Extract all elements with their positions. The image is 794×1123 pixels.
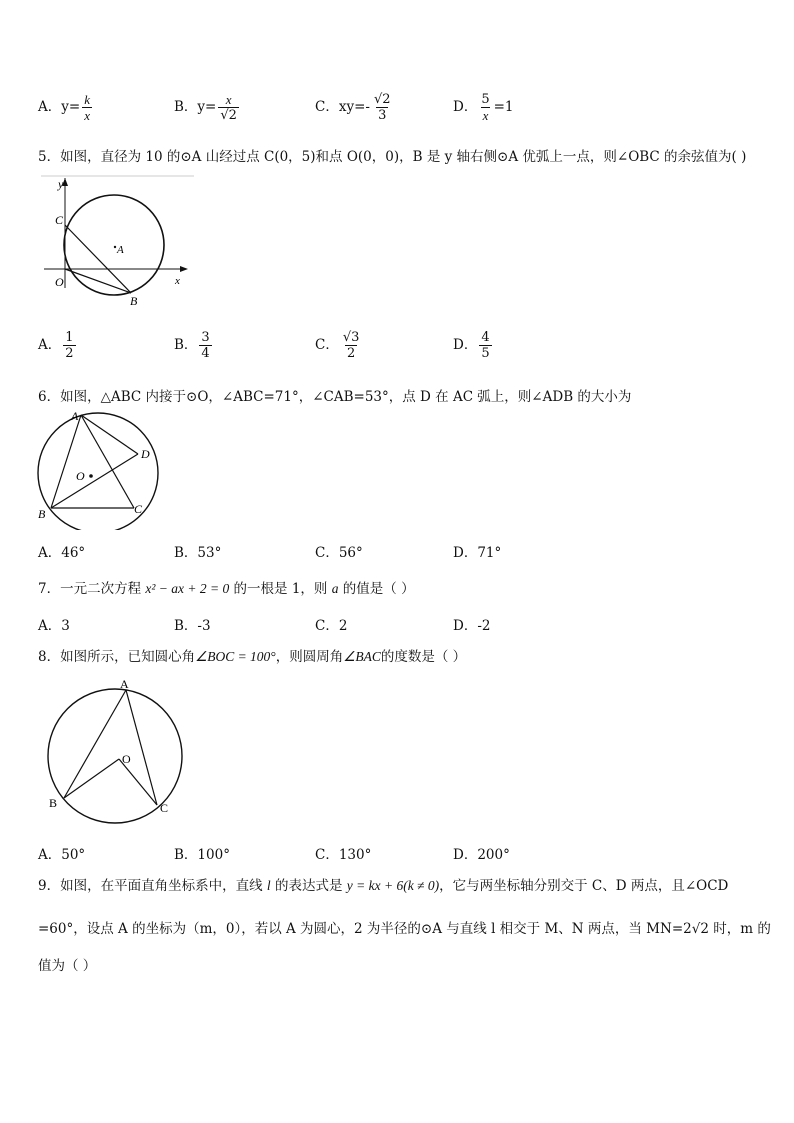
q5-option-d xyxy=(453,330,494,361)
equation: x² − ax + 2 = 0 xyxy=(145,581,230,596)
center-a-dot xyxy=(114,246,116,248)
q6-option-b: B．53° xyxy=(174,545,222,561)
x-axis-arrow xyxy=(180,266,188,272)
stem-text: 8．如图所示，已知圆心角 xyxy=(38,649,196,665)
stem-text: 7．一元二次方程 xyxy=(38,581,146,597)
q9-line-1 xyxy=(38,874,728,898)
q4-option-d xyxy=(453,92,514,123)
equation: y = kx + 6(k ≠ 0) xyxy=(346,878,440,893)
q6-option-c: C．56° xyxy=(315,545,363,561)
equation-tail: =1 xyxy=(493,99,514,115)
segment-cb xyxy=(65,225,131,293)
fraction-denominator: x xyxy=(84,108,90,123)
fraction-denominator: x xyxy=(482,108,489,123)
label-x: x xyxy=(175,275,180,287)
q5-stem: 5．如图，直径为 10 的⊙A 山经过点 C(0，5)和点 O(0，0)，B 是 y 轴右侧⊙A 优弧上一点，则∠OBC 的余弦值为( ) xyxy=(38,149,747,165)
q8-figure xyxy=(40,676,190,826)
stem-text: ，则圆周角 xyxy=(275,649,344,665)
segment-ab xyxy=(64,690,126,798)
option-label: C． xyxy=(315,337,339,353)
circle-a xyxy=(64,195,164,295)
segment-bo xyxy=(64,759,119,798)
segment-ob xyxy=(65,269,131,293)
q7-option-b: B．-3 xyxy=(174,618,211,634)
q9-line-3: 值为（ ） xyxy=(38,958,97,974)
option-label: A．y= xyxy=(38,99,81,115)
q8-option-d: D．200° xyxy=(453,847,510,863)
stem-text: 的一根是 1，则 xyxy=(229,581,332,597)
option-label: C．xy=- xyxy=(315,99,370,115)
fraction-denominator: 2 xyxy=(65,346,74,361)
fraction-denominator: 3 xyxy=(378,108,387,123)
label-y: y xyxy=(58,177,64,191)
q7-option-a: A．3 xyxy=(38,618,70,634)
label-d: D xyxy=(141,447,150,461)
option-label: D． xyxy=(453,99,478,115)
fraction-denominator: √2 xyxy=(220,108,237,123)
q5-option-b xyxy=(174,330,214,361)
radicand: 2 xyxy=(700,921,709,937)
stem-text: =60°，设点 A 的坐标为（m，0），若以 A 为圆心，2 为半径的⊙A 与直线 l 相交于 M、N 两点，当 MN=2 xyxy=(38,921,692,937)
option-label: B． xyxy=(174,337,198,353)
q5-figure xyxy=(36,170,196,310)
label-o: O xyxy=(76,469,85,483)
q8-option-c: C．130° xyxy=(315,847,372,863)
label-c: C xyxy=(55,213,64,227)
stem-text: 9．如图，在平面直角坐标系中，直线 xyxy=(38,878,267,894)
label-c: C xyxy=(160,801,169,815)
segment-ab xyxy=(51,415,81,508)
fraction-numerator: k xyxy=(84,92,90,107)
radicand: 3 xyxy=(351,330,360,345)
angle-expression: ∠BOC = 100° xyxy=(195,649,276,664)
stem-text: 的表达式是 xyxy=(270,878,347,894)
q7-stem xyxy=(38,577,415,597)
center-o-dot xyxy=(89,474,93,478)
q8-option-b: B．100° xyxy=(174,847,230,863)
fraction-denominator: 5 xyxy=(481,346,490,361)
fraction-numerator: 4 xyxy=(481,330,490,345)
radicand: 2 xyxy=(382,92,391,107)
fraction-numerator: x xyxy=(225,92,232,107)
q5-option-a xyxy=(38,330,78,361)
label-a: A xyxy=(120,677,129,691)
segment-ad xyxy=(81,415,138,454)
q4-option-c xyxy=(315,92,395,123)
q8-option-a: A．50° xyxy=(38,847,86,863)
q7-option-d: D．-2 xyxy=(453,618,491,634)
segment-bd xyxy=(51,454,138,508)
label-o: O xyxy=(55,275,64,289)
label-a: A xyxy=(117,244,124,256)
stem-text: 时，m 的 xyxy=(708,921,771,937)
q8-stem xyxy=(38,645,466,665)
fraction-numerator: 1 xyxy=(65,330,74,345)
fraction-numerator: √3 xyxy=(342,330,360,345)
q6-stem: 6．如图，△ABC 内接于⊙O，∠ABC=71°，∠CAB=53°，点 D 在 AC 弧上，则∠ADB 的大小为 xyxy=(38,389,632,405)
fraction-denominator: 4 xyxy=(201,346,210,361)
q5-option-c xyxy=(315,330,363,361)
option-label: B．y= xyxy=(174,99,217,115)
q4-option-a xyxy=(38,92,94,123)
label-a: A xyxy=(71,410,79,423)
q6-option-a: A．46° xyxy=(38,545,86,561)
variable: l xyxy=(266,878,271,893)
label-b: B xyxy=(49,796,58,810)
q7-option-c: C．2 xyxy=(315,618,348,634)
radicand: 2 xyxy=(228,108,237,123)
label-o: O xyxy=(122,752,131,766)
q4-option-b xyxy=(174,92,241,123)
label-c: C xyxy=(134,502,143,516)
segment-ac xyxy=(126,690,157,805)
stem-text: ，它与两坐标轴分别交于 C、D 两点，且∠OCD xyxy=(439,878,729,894)
q9-line-2: =60°，设点 A 的坐标为（m，0），若以 A 为圆心，2 为半径的⊙A 与直线 l 相交于 M、N 两点，当 MN=2√2 时，m 的 xyxy=(38,917,771,941)
fraction-denominator: 2 xyxy=(346,346,356,361)
option-label: D． xyxy=(453,337,478,353)
stem-text: 的值是（ ） xyxy=(338,581,415,597)
fraction-numerator: √2 xyxy=(373,92,391,107)
fraction-numerator: 3 xyxy=(201,330,210,345)
label-b: B xyxy=(130,294,138,308)
angle-expression: ∠BAC xyxy=(343,649,381,664)
variable: a xyxy=(331,581,339,596)
q6-figure xyxy=(34,410,164,530)
label-b: B xyxy=(38,507,46,521)
fraction-numerator: 5 xyxy=(481,92,490,107)
q6-option-d: D．71° xyxy=(453,545,502,561)
option-label: A． xyxy=(38,337,62,353)
stem-text: 的度数是（ ） xyxy=(380,649,467,665)
